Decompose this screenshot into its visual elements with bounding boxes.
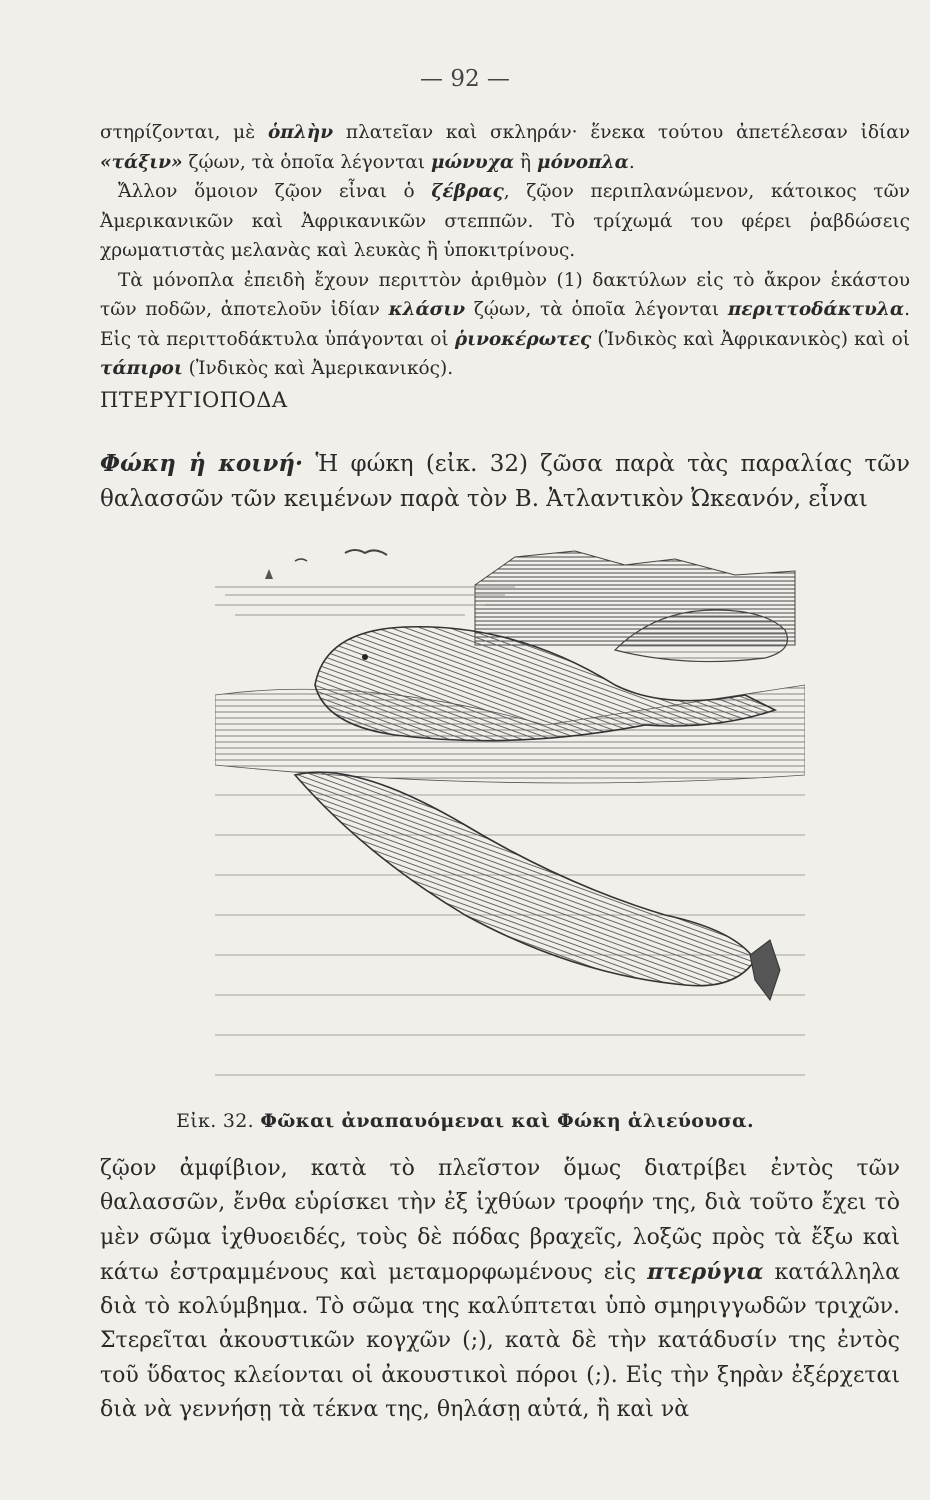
text-run: . xyxy=(628,151,635,173)
bird-icon xyxy=(295,559,307,561)
seal-eye xyxy=(362,654,368,660)
lead-text: Ἡ φώκη (εἰκ. 32) ζῶσα παρὰ τὰς παραλίας τῶν θαλασσῶν τῶν κειμένων παρὰ τὸν Β. Ἀτλαντικὸν Ὠκεανόν, εἶναι xyxy=(100,451,911,512)
emphasis-term: «τάξιν» xyxy=(100,151,183,173)
fish-icon xyxy=(750,940,780,1000)
text-run: , ζῷον περιπλανώμενον, κάτοικος τῶν Ἀμερικανικῶν καὶ Ἀφρικανικῶν στεππῶν. Τὸ τρίχωμά του φέρει ῥαβδώσεις χρωματιστὰς μελανὰς καὶ λευκὰς ἢ ὑποκιτρίνους. xyxy=(100,181,910,261)
lead-paragraph xyxy=(100,446,910,517)
bird-icon xyxy=(345,550,387,555)
upper-text-block xyxy=(100,118,910,416)
text-run: ζῷον ἀμφίβιον, κατὰ τὸ πλεῖστον ὅμως διατρίβει ἐντὸς τῶν θαλασσῶν, ἔνθα εὑρίσκει τὴν ἐξ ἰχθύων τροφήν της, διὰ τοῦτο ἔχει τὸ μὲν σῶμα ἰχθυοειδές, τοὺς δὲ πόδας βραχεῖς, λοξῶς πρὸς τὰ ἔξω καὶ κάτω ἐστραμμένους καὶ μεταμορφωμένους εἰς xyxy=(100,1156,900,1285)
emphasis-term: πτερύγια xyxy=(647,1258,764,1285)
text-run: στηρίζονται, μὲ xyxy=(100,122,268,143)
emphasis-term: μώνυχα xyxy=(430,151,515,173)
emphasis-term: κλάσιν xyxy=(388,299,466,320)
emphasis-term: τάπιροι xyxy=(100,358,183,379)
caption-label: Εἰκ. 32. xyxy=(176,1110,254,1132)
paragraph-3 xyxy=(100,266,910,384)
emphasis-term: ῥινοκέρωτες xyxy=(454,328,592,350)
text-run: (Ἰνδικὸς καὶ Ἀμερικανικός). xyxy=(182,358,454,379)
caption-text: Φῶκαι ἀναπαυόμεναι καὶ Φώκη ἁλιεύουσα. xyxy=(260,1110,754,1132)
lead-term: Φώκη ἡ κοινή· xyxy=(100,450,304,477)
text-run: κατάλληλα διὰ τὸ κολύμβημα. Τὸ σῶμα της καλύπτεται ὑπὸ σμηριγγωδῶν τριχῶν. Στερεῖται ἀκουστικῶν κογχῶν (;), κατὰ δὲ τὴν κατάδυσίν της ἐντὸς τοῦ ὕδατος κλείονται οἱ ἀκουστικοὶ πόροι (;). Εἰς τὴν ξηρὰν ἐξέρχεται διὰ νὰ γεννήσῃ τὰ τέκνα της, θηλάσῃ αὐτά, ἢ καὶ νὰ xyxy=(100,1259,900,1423)
seal-illustration xyxy=(215,535,805,1105)
text-run: . Εἰς τὰ περιττοδάκτυλα ὑπάγονται οἱ xyxy=(100,299,910,350)
text-run: Ἄλλον ὅμοιον ζῷον εἶναι ὁ xyxy=(118,181,432,202)
emphasis-term: περιττοδάκτυλα xyxy=(727,299,905,320)
boat-icon xyxy=(265,569,273,579)
text-run: ζῴων, τὰ ὁποῖα λέγονται xyxy=(182,151,431,173)
text-run: ζῴων, τὰ ὁποῖα λέγονται xyxy=(465,299,728,320)
emphasis-term: ὁπλὴν xyxy=(267,122,334,143)
paragraph-2 xyxy=(100,177,910,266)
swimming-seal xyxy=(295,772,755,986)
paragraph-1 xyxy=(100,118,910,177)
text-run: Τὰ μόνοπλα ἐπειδὴ ἔχουν περιττὸν ἀριθμὸν (1) δακτύλων εἰς τὸ ἄκρον ἑκάστου τῶν ποδῶν, ἀποτελοῦν ἰδίαν xyxy=(100,269,910,320)
emphasis-term: ζέβρας xyxy=(431,181,504,202)
text-run: (Ἰνδικὸς καὶ Ἀφρικανικὸς) καὶ οἱ xyxy=(591,328,910,350)
seal-engraving xyxy=(215,535,805,1105)
sea-hatching xyxy=(215,587,515,615)
text-run: πλατεῖαν καὶ σκληράν· ἕνεκα τούτου ἀπετέλεσαν ἰδίαν xyxy=(333,122,911,143)
section-heading: ΠΤΕΡΥΓΙΟΠΟΔΑ xyxy=(100,387,288,412)
lower-text-block xyxy=(100,1152,900,1427)
page-number: — 92 — xyxy=(420,66,510,92)
emphasis-term: μόνοπλα xyxy=(537,151,629,173)
text-run: ἢ xyxy=(514,151,538,173)
figure-caption xyxy=(0,1110,930,1132)
